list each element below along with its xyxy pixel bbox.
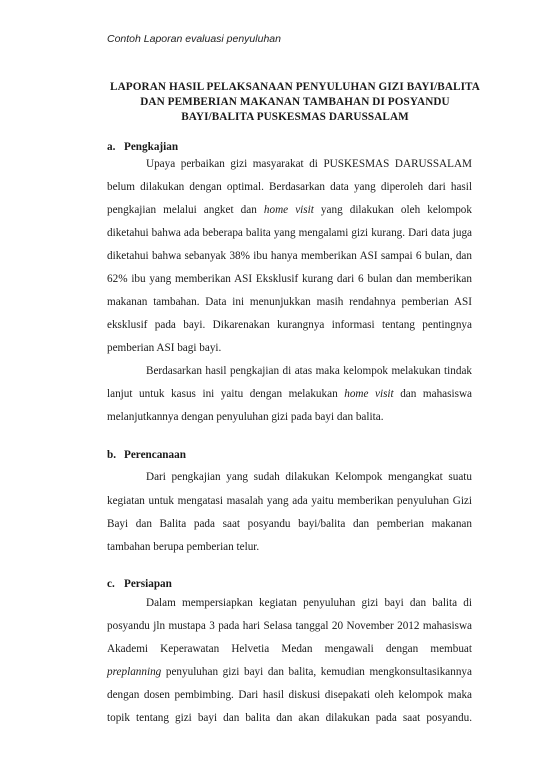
title-line: BAYI/BALITA PUSKESMAS DARUSSALAM bbox=[181, 111, 409, 123]
italic-term: home visit bbox=[263, 204, 314, 216]
section-b-heading bbox=[107, 449, 186, 461]
paragraph-line: pemberian ASI bagi bayi. bbox=[107, 342, 222, 354]
italic-term: preplanning bbox=[107, 666, 162, 678]
section-title: Persiapan bbox=[124, 578, 172, 590]
paragraph-line: lanjut untuk kasus ini yaitu dengan melakukan home visit dan mahasiswa bbox=[107, 388, 472, 400]
paragraph-line: kegiatan untuk mengatasi masalah yang ada yaitu memberikan penyuluhan Gizi bbox=[107, 495, 472, 507]
page-header: Contoh Laporan evaluasi penyuluhan bbox=[107, 33, 281, 45]
paragraph-line: diketahui bahwa ada beberapa balita yang mengalami gizi kurang. Dari data juga bbox=[107, 227, 472, 239]
section-title: Pengkajian bbox=[124, 141, 179, 153]
title-line: LAPORAN HASIL PELAKSANAAN PENYULUHAN GIZI BAYI/BALITA bbox=[110, 81, 480, 93]
section-letter: b. bbox=[107, 449, 117, 461]
paragraph-line: Dalam mempersiapkan kegiatan penyuluhan gizi bayi dan balita di bbox=[146, 597, 472, 609]
paragraph-line: tambahan berupa pemberian telur. bbox=[107, 541, 260, 553]
paragraph-line: preplanning penyuluhan gizi bayi dan balita, kemudian mengkonsultasikannya bbox=[107, 666, 472, 678]
paragraph-line: diketahui bahwa sebanyak 38% ibu hanya memberikan ASI sampai 6 bulan, dan bbox=[107, 250, 472, 262]
paragraph-line: Akademi Keperawatan Helvetia Medan mengawali dengan membuat bbox=[107, 643, 472, 655]
section-a-heading bbox=[107, 141, 178, 153]
paragraph-line: melanjutkannya dengan penyuluhan gizi pada bayi dan balita. bbox=[107, 411, 384, 423]
title-line: DAN PEMBERIAN MAKANAN TAMBAHAN DI POSYANDU bbox=[140, 96, 450, 108]
italic-term: home visit bbox=[344, 388, 394, 400]
paragraph-line: 62% ibu yang memberikan ASI Eksklusif kurang dari 6 bulan dan memberikan bbox=[107, 273, 472, 285]
section-letter: a. bbox=[107, 141, 116, 153]
section-letter: c. bbox=[107, 578, 115, 590]
document-title bbox=[100, 80, 490, 125]
paragraph-line: belum dilakukan dengan optimal. Berdasarkan data yang diperoleh dari hasil bbox=[107, 181, 472, 193]
paragraph-line: posyandu jln mustapa 3 pada hari Selasa tanggal 20 November 2012 mahasiswa bbox=[107, 620, 472, 632]
paragraph-line: Berdasarkan hasil pengkajian di atas maka kelompok melakukan tindak bbox=[146, 365, 472, 377]
paragraph-line: makanan tambahan. Data ini menunjukkan masih rendahnya pemberian ASI bbox=[107, 296, 472, 308]
paragraph-line: Dari pengkajian yang sudah dilakukan Kelompok mengangkat suatu bbox=[146, 471, 472, 483]
paragraph-line: Upaya perbaikan gizi masyarakat di PUSKESMAS DARUSSALAM bbox=[146, 158, 472, 170]
paragraph-line: dengan dosen pembimbing. Dari hasil diskusi disepakati oleh kelompok maka bbox=[107, 689, 472, 701]
paragraph-line: pengkajian melalui angket dan home visit yang dilakukan oleh kelompok bbox=[107, 204, 472, 216]
paragraph-line: eksklusif pada bayi. Dikarenakan kurangnya informasi tentang pentingnya bbox=[107, 319, 472, 331]
paragraph-line: topik tentang gizi bayi dan balita dan akan dilakukan pada saat posyandu. bbox=[107, 712, 472, 724]
section-title: Perencanaan bbox=[124, 449, 186, 461]
paragraph-line: Bayi dan Balita pada saat posyandu bayi/balita dan pemberian makanan bbox=[107, 518, 472, 530]
section-c-heading bbox=[107, 578, 172, 590]
